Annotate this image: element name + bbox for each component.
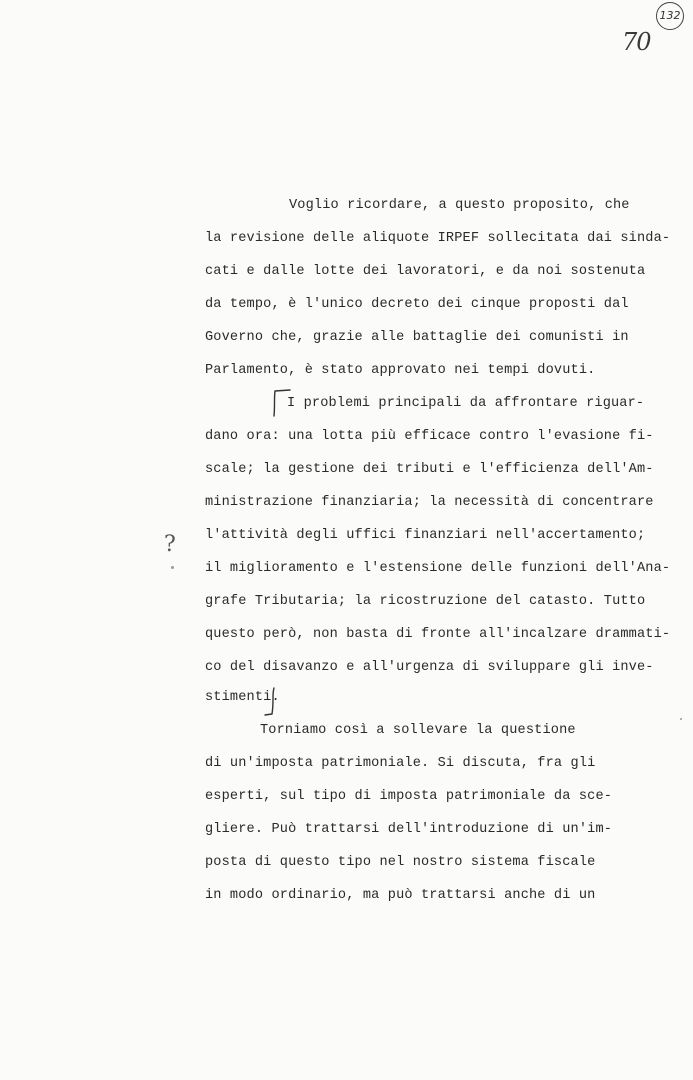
text-line-4: da tempo, è l'unico decreto dei cinque proposti dal — [205, 297, 629, 312]
text-line-1: Voglio ricordare, a questo proposito, che — [289, 198, 630, 213]
text-line-14: questo però, non basta di fronte all'incalzare drammati- — [205, 627, 671, 642]
speck — [680, 718, 682, 720]
text-line-10: ministrazione finanziaria; la necessità di concentrare — [205, 495, 654, 510]
text-line-6: Parlamento, è stato approvato nei tempi dovuti. — [205, 363, 596, 378]
text-line-5: Governo che, grazie alle battaglie dei comunisti in — [205, 330, 629, 345]
text-line-22: in modo ordinario, ma può trattarsi anche di un — [205, 888, 596, 903]
margin-dot — [171, 566, 174, 569]
text-line-13: grafe Tributaria; la ricostruzione del catasto. Tutto — [205, 594, 646, 609]
text-line-9: scale; la gestione dei tributi e l'efficienza dell'Am- — [205, 462, 654, 477]
text-line-12: il miglioramento e l'estensione delle funzioni dell'Ana- — [205, 561, 671, 576]
text-line-15: co del disavanzo e all'urgenza di sviluppare gli inve- — [205, 660, 654, 675]
text-line-11: l'attività degli uffici finanziari nell'accertamento; — [205, 528, 646, 543]
text-line-8: dano ora: una lotta più efficace contro l'evasione fi- — [205, 429, 654, 444]
text-line-21: posta di questo tipo nel nostro sistema fiscale — [205, 855, 596, 870]
text-line-7: I problemi principali da affrontare riguar- — [287, 396, 645, 411]
text-line-17: Torniamo così a sollevare la questione — [260, 723, 576, 738]
text-line-3: cati e dalle lotte dei lavoratori, e da noi sostenuta — [205, 264, 646, 279]
text-line-18: di un'imposta patrimoniale. Si discuta, fra gli — [205, 756, 596, 771]
text-line-16: stimenti. — [205, 690, 280, 705]
handwritten-question-mark: ? — [164, 532, 176, 557]
handwritten-close-bracket-icon — [262, 684, 284, 720]
text-line-19: esperti, sul tipo di imposta patrimoniale da sce- — [205, 789, 613, 804]
handwritten-page-number: 70 — [622, 28, 651, 56]
archive-stamp: 132 — [656, 2, 684, 30]
text-line-20: gliere. Può trattarsi dell'introduzione di un'im- — [205, 822, 613, 837]
text-line-2: la revisione delle aliquote IRPEF sollecitata dai sinda- — [205, 231, 671, 246]
